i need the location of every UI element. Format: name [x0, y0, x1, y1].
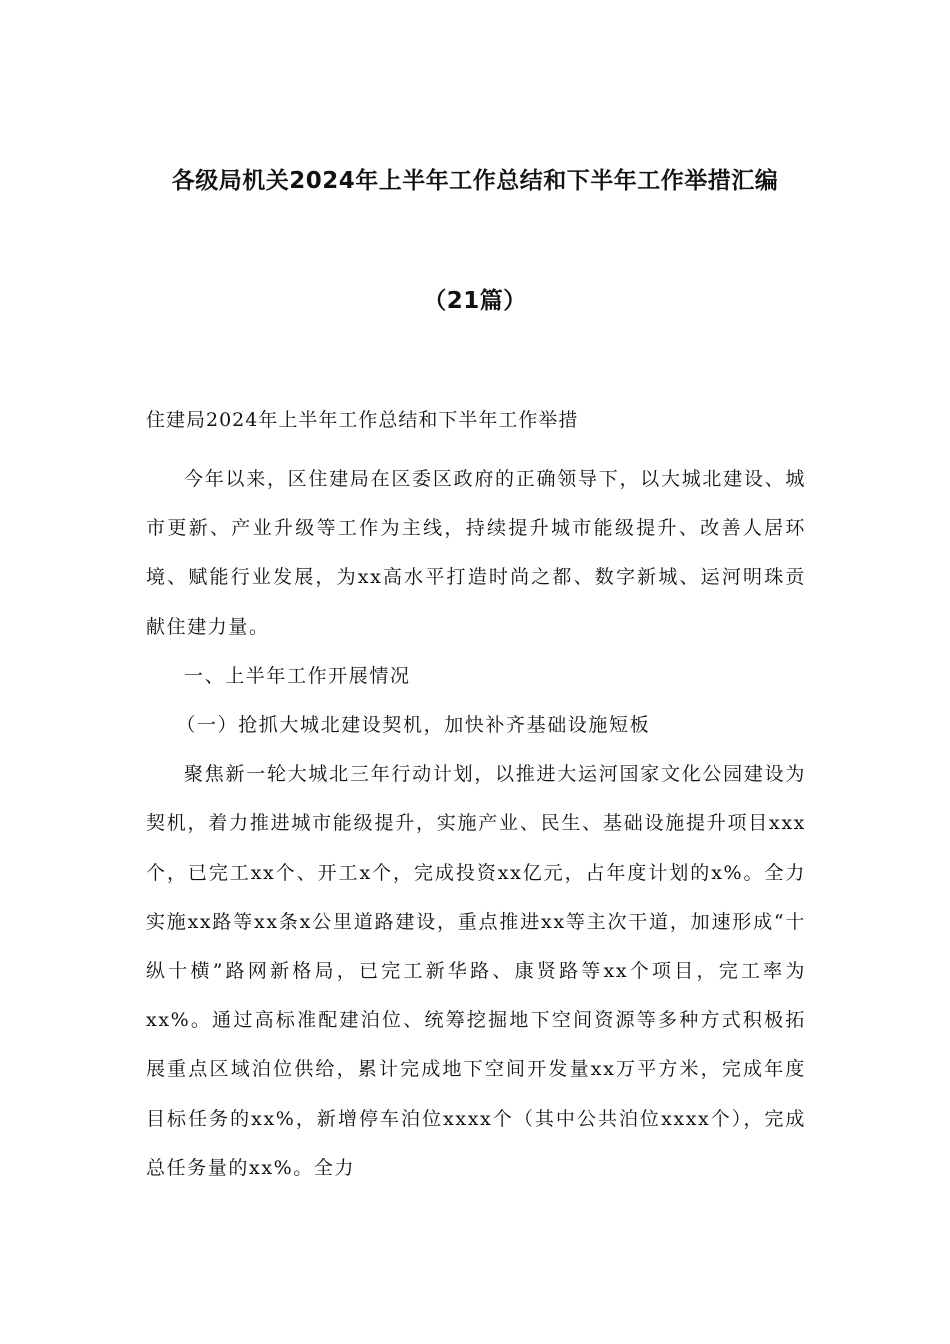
document-body: [146, 455, 806, 1193]
article-heading: 住建局2024年上半年工作总结和下半年工作举措: [146, 409, 579, 431]
intro-paragraph: 今年以来，区住建局在区委区政府的正确领导下，以大城北建设、城市更新、产业升级等工作为主线，持续提升城市能级提升、改善人居环境、赋能行业发展，为xx高水平打造时尚之都、数字新城、运河明珠贡献住建力量。: [146, 468, 806, 638]
section-heading: 一、上半年工作开展情况: [184, 664, 411, 687]
document-title: 各级局机关2024年上半年工作总结和下半年工作举措汇编: [171, 168, 779, 194]
detail-paragraph: 聚焦新一轮大城北三年行动计划，以推进大运河国家文化公园建设为契机，着力推进城市能级提升，实施产业、民生、基础设施提升项目xxx个，已完工xx个、开工x个，完成投资xx亿元，占年度计划的x%。全力实施xx路等xx条x公里道路建设，重点推进xx等主次干道，加速形成“十纵十横”路网新格局，已完工新华路、康贤路等xx个项目，完工率为xx%。通过高标准配建泊位、统筹挖掘地下空间资源等多种方式积极拓展重点区域泊位供给，累计完成地下空间开发量xx万平方米，完成年度目标任务的xx%，新增停车泊位xxxx个（其中公共泊位xxxx个），完成总任务量的xx%。全力: [146, 763, 806, 1179]
document-subtitle: （21篇）: [423, 288, 527, 314]
subsection-heading: （一）抢抓大城北建设契机，加快补齐基础设施短板: [176, 714, 651, 737]
